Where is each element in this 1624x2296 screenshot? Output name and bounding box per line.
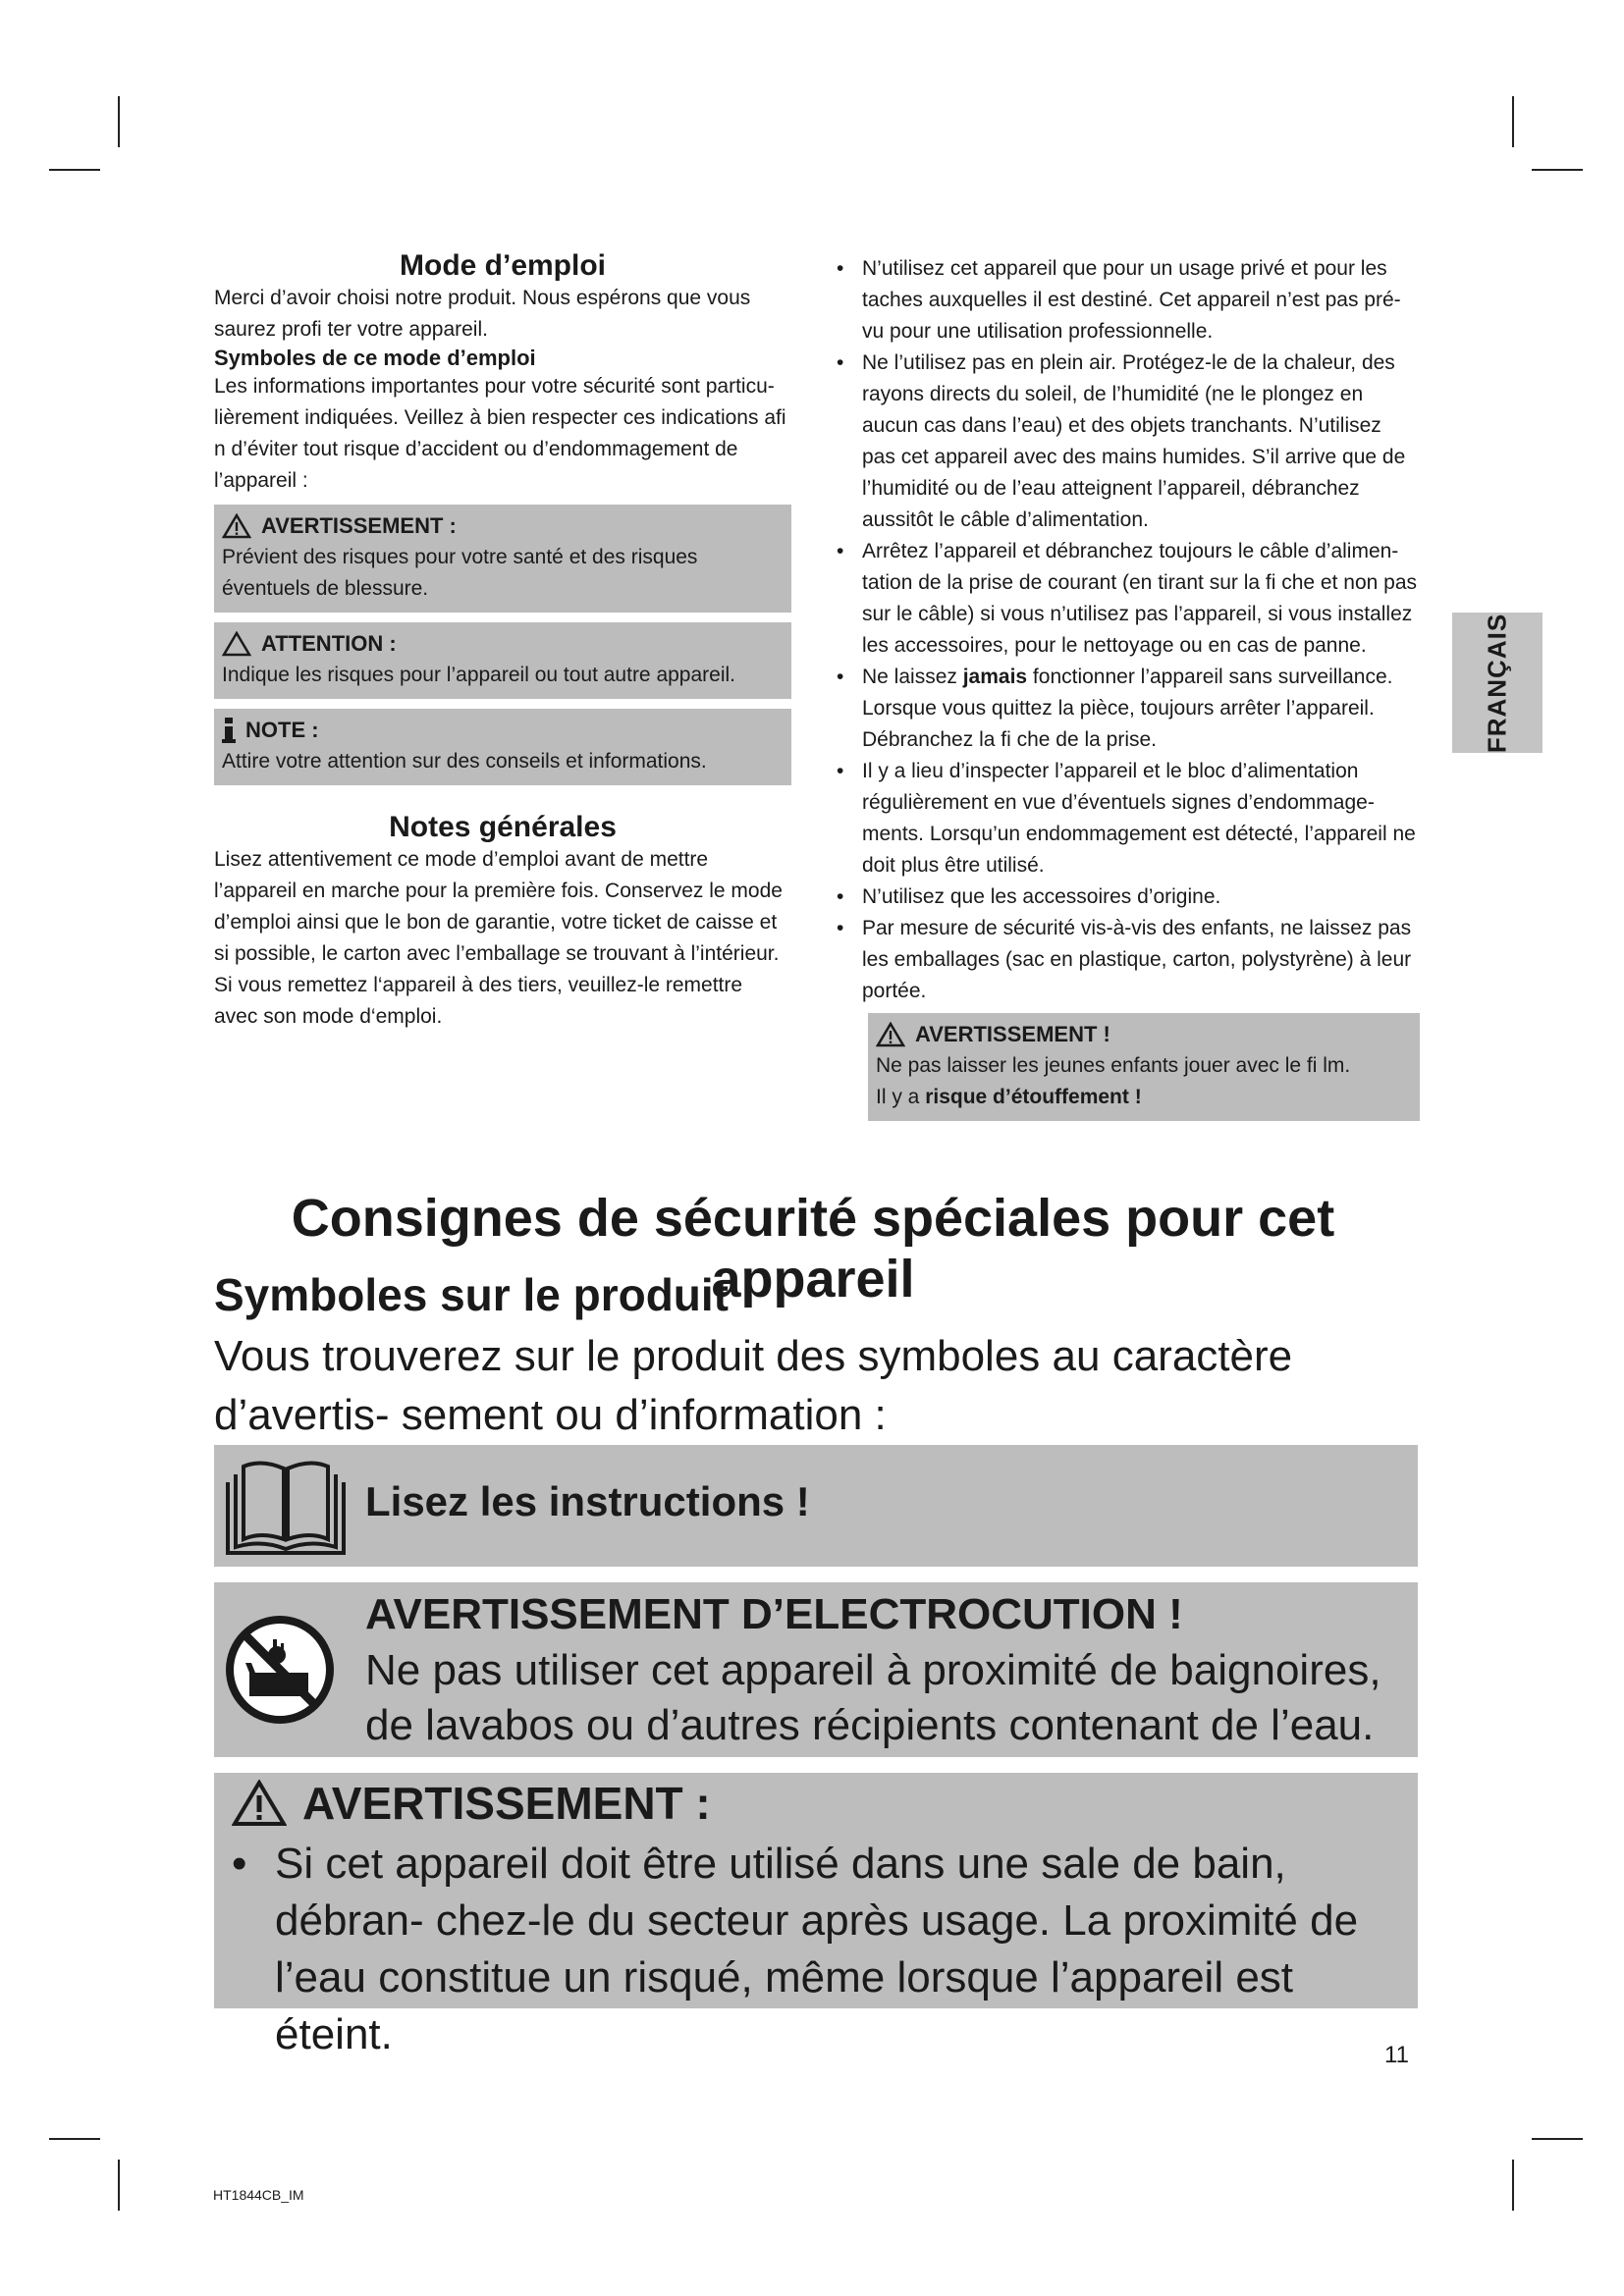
crop-mark [1512, 2160, 1514, 2211]
crop-mark [1532, 2138, 1583, 2140]
left-column [214, 249, 791, 1033]
emphasis-text: jamais [962, 666, 1028, 688]
box-label: NOTE : [245, 718, 319, 742]
box-text: Indique les risques pour l’appareil ou tout autre appareil. [222, 664, 736, 686]
avertissement-box [214, 505, 791, 613]
emphasis-text: risque d’étouffement ! [925, 1086, 1142, 1108]
warning-triangle-icon [222, 513, 251, 539]
list-item: • Ne l’utilisez pas en plein air. Protégez-le de la chaleur, des rayons directs du soleil, de l’humidité (ne le plongez en aucun cas dans l’eau) et des objets tranchants. N’utilisez pas cet appareil avec des mains humides. S’il arrive que de l’humidité ou de l’eau atteignent l’appareil, débranchez aussitôt le câble d’alimentation. [831, 347, 1420, 536]
safety-list [831, 253, 1420, 1007]
electrocution-warning-panel [214, 1582, 1418, 1757]
notes-generales-text: Lisez attentivement ce mode d’emploi avant de mettre l’appareil en marche pour la première fois. Conservez le mode d’emploi ainsi que le bon de garantie, votre ticket de caisse et si possible, le carton avec l’emballage se trouvant à l’intérieur. Si vous remettez l‘appareil à des tiers, veuillez-le remettre avec son mode d‘emploi. [214, 848, 783, 1028]
notes-generales-title: Notes générales [389, 811, 617, 843]
section-title: Consignes de sécurité spéciales pour cet appareil [291, 1189, 1335, 1308]
crop-mark [49, 169, 100, 171]
box-text: Attire votre attention sur des conseils et informations. [222, 750, 707, 773]
read-instructions-text: Lisez les instructions ! [365, 1478, 810, 1524]
crop-mark [118, 96, 120, 147]
item-text: Il y a [876, 1086, 926, 1108]
box-text: Prévient des risques pour votre santé et des risques éventuels de blessure. [222, 546, 698, 600]
list-item [831, 662, 1420, 756]
list-item: • Par mesure de sécurité vis-à-vis des enfants, ne laissez pas les emballages (sac en plastique, carton, polystyrène) à leur portée. [831, 913, 1420, 1007]
attention-box [214, 622, 791, 699]
bathroom-warning-text: Si cet appareil doit être utilisé dans une sale de bain, débran- chez-le du secteur après usage. La proximité de l’eau constitue un risqué, même lorsque l’appareil est éteint. [275, 1840, 1359, 2058]
language-tab [1452, 613, 1543, 753]
document-code: HT1844CB_IM [213, 2187, 304, 2203]
item-text: Ne laissez [862, 666, 963, 688]
box-label: AVERTISSEMENT ! [915, 1022, 1110, 1046]
box-label: AVERTISSEMENT : [261, 513, 457, 538]
page-number: 11 [1384, 2042, 1409, 2068]
electrocution-text: Ne pas utiliser cet appareil à proximité de baignoires, de lavabos ou d’autres récipients contenant de l’eau. [365, 1646, 1381, 1749]
item-text: fonctionner l’appareil sans surveillance. Lorsque vous quittez la pièce, toujours arrêter l’appareil. Débranchez la fi che de la prise. [862, 666, 1393, 751]
caution-triangle-icon [222, 631, 251, 657]
crop-mark [118, 2160, 120, 2211]
warning-triangle-icon [876, 1022, 905, 1047]
list-item: • N’utilisez cet appareil que pour un usage privé et pour les taches auxquelles il est destiné. Cet appareil n’est pas pré- vu pour une utilisation professionnelle. [831, 253, 1420, 347]
crop-mark [49, 2138, 100, 2140]
symbols-text: Les informations importantes pour votre sécurité sont particu- lièrement indiquées. Veillez à bien respecter ces indications afi n d’éviter tout risque d’accident ou d’endommagement de l’appareil : [214, 375, 786, 492]
list-item: • Il y a lieu d’inspecter l’appareil et le bloc d’alimentation régulièrement en vue d’éventuels signes d’endommage- ments. Lorsqu’un endommagement est détecté, l’appareil ne doit plus être utilisé. [831, 756, 1420, 881]
mode-emploi-title: Mode d’emploi [400, 249, 606, 282]
no-water-icon [224, 1614, 336, 1726]
bathroom-warning-title: AVERTISSEMENT : [302, 1778, 711, 1829]
list-item: • Arrêtez l’appareil et débranchez toujours le câble d’alimen- tation de la prise de courant (en tirant sur la fi che et non pas sur le câble) si vous n’utilisez pas l’appareil, si vous installez les accessoires, pour le nettoyage ou en cas de panne. [831, 536, 1420, 662]
book-icon [222, 1455, 350, 1557]
symbols-heading: Symboles de ce mode d’emploi [214, 346, 536, 370]
intro-text: Merci d’avoir choisi notre produit. Nous espérons que vous saurez profi ter votre appareil. [214, 287, 751, 341]
electrocution-title: AVERTISSEMENT D’ELECTROCUTION ! [365, 1590, 1183, 1638]
bathroom-warning-item [232, 1836, 1410, 2063]
warning-triangle-icon [232, 1780, 287, 1827]
bullet-icon: • [232, 1840, 247, 1888]
symbols-product-text: Vous trouverez sur le produit des symboles au caractère d’avertis- sement ou d’information : [214, 1332, 1293, 1439]
right-column [831, 253, 1420, 1131]
list-item: • N’utilisez que les accessoires d’origine. [831, 881, 1420, 913]
language-tab-label: FRANÇAIS [1482, 613, 1512, 753]
symbols-product-title: Symboles sur le produit [214, 1269, 729, 1320]
crop-mark [1532, 169, 1583, 171]
note-box [214, 709, 791, 785]
box-text: Ne pas laisser les jeunes enfants jouer avec le fi lm. [876, 1054, 1351, 1077]
read-instructions-panel [214, 1445, 1418, 1567]
children-warning-box [868, 1013, 1420, 1121]
box-label: ATTENTION : [261, 631, 397, 656]
box-text [876, 1082, 1412, 1113]
crop-mark [1512, 96, 1514, 147]
info-icon [222, 718, 236, 743]
